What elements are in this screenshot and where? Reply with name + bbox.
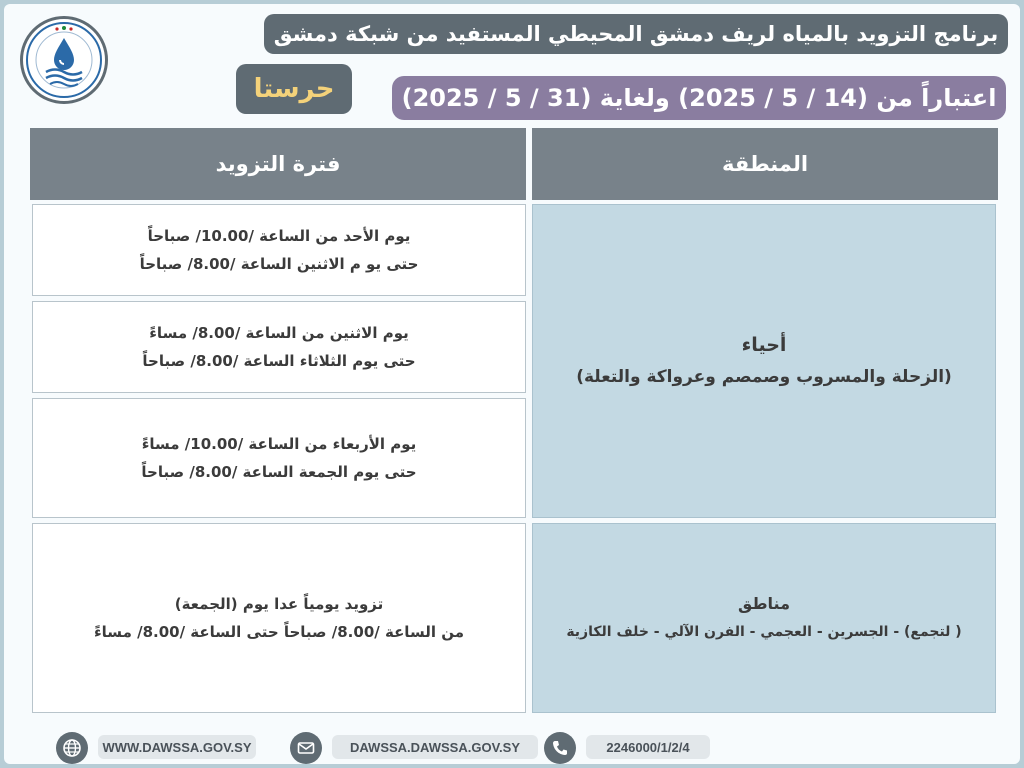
period-line: حتى يو م الاثنين الساعة /8.00/ صباحاً	[139, 255, 419, 273]
column-header-period: فترة التزويد	[30, 128, 526, 200]
water-drop-logo-icon	[24, 20, 104, 100]
period-line: يوم الأحد من الساعة /10.00/ صباحاً	[147, 227, 411, 245]
program-title: برنامج التزويد بالمياه لريف دمشق المحيطي المستفيد من شبكة دمشق	[264, 14, 1008, 54]
period-cell	[32, 398, 526, 518]
period-cell	[32, 523, 526, 713]
period-line: تزويد يومياً عدا يوم (الجمعة)	[174, 595, 384, 613]
area-title: أحياء	[741, 334, 787, 356]
area-subtitle: ( لتجمع) - الجسرين - العجمي - الفرن الآلي - خلف الكازية	[566, 624, 962, 640]
period-cell	[32, 204, 526, 296]
area-title: مناطق	[738, 594, 790, 613]
poster	[4, 4, 1020, 764]
period-line: من الساعة /8.00/ صباحاً حتى الساعة /8.00/ مساءً	[94, 623, 464, 641]
area-subtitle: (الزحلة والمسروب وصمصم وعرواكة والتعلة)	[576, 367, 952, 387]
column-header-area: المنطقة	[532, 128, 998, 200]
area-cell	[532, 204, 996, 518]
area-cell	[532, 523, 996, 713]
phone-number[interactable]: 2246000/1/2/4	[586, 735, 710, 759]
period-line: يوم الأربعاء من الساعة /10.00/ مساءً	[141, 435, 417, 453]
period-line: حتى يوم الثلاثاء الساعة /8.00/ صباحاً	[142, 352, 416, 370]
envelope-icon	[290, 732, 322, 764]
email-link[interactable]: DAWSSA.DAWSSA.GOV.SY	[332, 735, 538, 759]
date-range-banner: اعتباراً من (14 / 5 / 2025) ولغاية (31 / 5 / 2025)	[392, 76, 1006, 120]
period-cell	[32, 301, 526, 393]
globe-icon	[56, 732, 88, 764]
period-line: يوم الاثنين من الساعة /8.00/ مساءً	[149, 324, 409, 342]
city-badge: حرستا	[236, 64, 352, 114]
organization-logo	[20, 16, 108, 104]
website-link[interactable]: WWW.DAWSSA.GOV.SY	[98, 735, 256, 759]
period-line: حتى يوم الجمعة الساعة /8.00/ صباحاً	[141, 463, 417, 481]
phone-icon	[544, 732, 576, 764]
